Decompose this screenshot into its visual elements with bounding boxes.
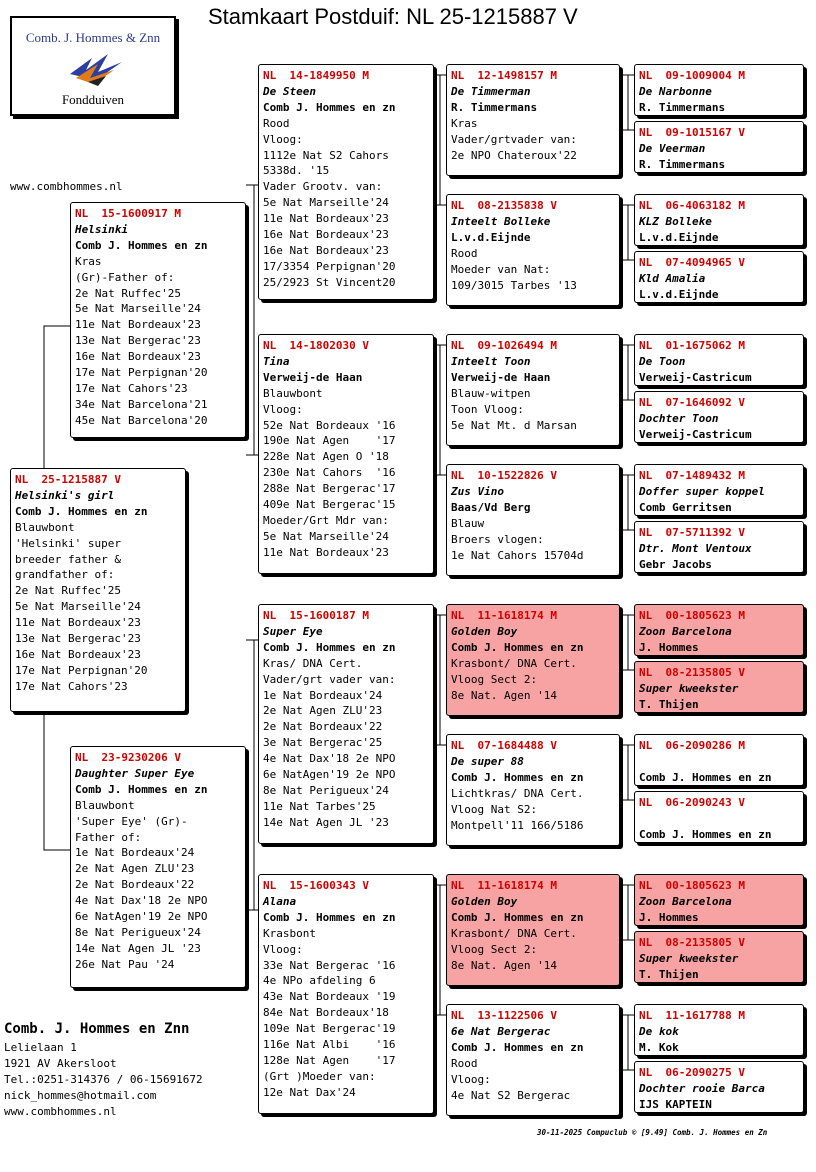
pedigree-line: Blauwbont xyxy=(15,520,75,534)
pedigree-line: 11e Nat Bordeaux'23 xyxy=(75,318,201,332)
pigeon-name: Inteelt Toon xyxy=(451,354,531,368)
pedigree-line: 17/3354 Perpignan'20 xyxy=(263,259,396,273)
pedigree-line: breeder father & xyxy=(15,552,121,566)
pedigree-line: Kras xyxy=(75,254,102,268)
pigeon-card-fmf xyxy=(446,334,620,446)
ring-number: NL 11-1617788 M xyxy=(639,1009,745,1022)
club-logo xyxy=(10,16,176,116)
ring-number: NL 06-2090243 V xyxy=(639,796,745,809)
pigeon-owner: Verweij-Castricum xyxy=(639,427,752,441)
pedigree-line: 4e Nat Dax'18 2e NPO xyxy=(263,752,396,766)
pedigree-line: 8e Nat Perigueux'24 xyxy=(75,925,201,939)
pedigree-line: 13e Nat Bergerac'23 xyxy=(15,632,141,646)
pedigree-line: 5338d. '15 xyxy=(263,164,330,178)
ring-number: NL 08-2135805 V xyxy=(639,936,745,949)
pigeon-name: Super kweekster xyxy=(639,951,739,965)
pedigree-line: Vader/grtvader van: xyxy=(451,132,577,146)
pigeon-name: Super kweekster xyxy=(639,681,739,695)
pedigree-line: 'Super Eye' (Gr)- xyxy=(75,814,188,828)
pedigree-line: 2e Nat Bordeaux'22 xyxy=(263,720,383,734)
ring-number: NL 11-1618174 M xyxy=(451,879,557,892)
pedigree-line: 14e Nat Agen JL '23 xyxy=(75,941,201,955)
pedigree-line: 34e Nat Barcelona'21 xyxy=(75,397,208,411)
pedigree-line: 52e Nat Bordeaux '16 xyxy=(263,418,396,432)
ring-number: NL 08-2135838 V xyxy=(451,199,557,212)
pedigree-line: Vloog Sect 2: xyxy=(451,942,538,956)
ring-number: NL 15-1600917 M xyxy=(75,207,181,220)
pigeon-card-g5 xyxy=(634,334,804,386)
ring-number: NL 01-1675062 M xyxy=(639,339,745,352)
pedigree-line: Rood xyxy=(451,246,478,260)
pedigree-line: 84e Nat Bordeaux'18 xyxy=(263,1006,389,1020)
ring-number: NL 07-1489432 M xyxy=(639,469,745,482)
pedigree-line: Vader Grootv. van: xyxy=(263,180,383,194)
pedigree-line: Rood xyxy=(263,116,290,130)
ring-number: NL 06-4063182 M xyxy=(639,199,745,212)
pigeon-card-ff xyxy=(258,64,434,300)
pedigree-line: Blauwbont xyxy=(263,386,323,400)
pedigree-line: Kras xyxy=(451,116,478,130)
ring-number: NL 23-9230206 V xyxy=(75,751,181,764)
pedigree-line: 109/3015 Tarbes '13 xyxy=(451,278,577,292)
pedigree-line: Blauw-witpen xyxy=(451,386,531,400)
contact-phone: Tel.:0251-314376 / 06-15691672 xyxy=(4,1073,203,1086)
ring-number: NL 13-1122506 V xyxy=(451,1009,557,1022)
pigeon-owner: Comb Gerritsen xyxy=(639,500,732,514)
pigeon-card-g4 xyxy=(634,251,804,303)
pedigree-line: 8e Nat. Agen '14 xyxy=(451,688,557,702)
pigeon-owner: R. Timmermans xyxy=(451,100,538,114)
pigeon-card-g8 xyxy=(634,521,804,573)
pigeon-name: Inteelt Bolleke xyxy=(451,214,551,228)
pigeon-card-fmm xyxy=(446,464,620,576)
pigeon-card-subject xyxy=(10,468,186,712)
pigeon-card-g6 xyxy=(634,391,804,443)
pedigree-line: 228e Nat Agen O '18 xyxy=(263,450,389,464)
contact-email[interactable]: nick_hommes@hotmail.com xyxy=(4,1089,157,1102)
pedigree-line: 3e Nat Bergerac'25 xyxy=(263,736,383,750)
pedigree-line: 17e Nat Perpignan'20 xyxy=(15,663,148,677)
pigeon-owner: Gebr Jacobs xyxy=(639,557,712,571)
pigeon-owner: Verweij-Castricum xyxy=(639,370,752,384)
pigeon-owner: Verweij-de Haan xyxy=(451,370,551,384)
pigeon-card-g11 xyxy=(634,734,804,786)
ring-number: NL 14-1802030 V xyxy=(263,339,369,352)
pigeon-owner: Comb J. Hommes en zn xyxy=(451,640,584,654)
pigeon-name: Dochter Toon xyxy=(639,411,719,425)
pedigree-line: Rood xyxy=(451,1056,478,1070)
pedigree-line: 6e NatAgen'19 2e NPO xyxy=(75,910,208,924)
pigeon-card-mother xyxy=(70,746,246,988)
ring-number: NL 08-2135805 V xyxy=(639,666,745,679)
pigeon-card-mfm xyxy=(446,734,620,846)
pedigree-line: Krasbont/ DNA Cert. xyxy=(451,926,577,940)
pigeon-name: Alana xyxy=(263,894,297,908)
pedigree-line: 5e Nat Marseille'24 xyxy=(263,529,389,543)
pedigree-line: Broers vlogen: xyxy=(451,532,544,546)
pedigree-line: 11e Nat Tarbes'25 xyxy=(263,799,376,813)
pigeon-owner: J. Hommes xyxy=(639,910,699,924)
pigeon-card-g7 xyxy=(634,464,804,516)
pigeon-card-mm xyxy=(258,874,434,1114)
pigeon-card-fm xyxy=(258,334,434,574)
pedigree-line: (Gr)-Father of: xyxy=(75,270,175,284)
pedigree-line: 16e Nat Bordeaux'23 xyxy=(263,228,389,242)
pedigree-line: 116e Nat Albi '16 xyxy=(263,1038,396,1052)
pedigree-line: 17e Nat Perpignan'20 xyxy=(75,366,208,380)
pigeon-owner: L.v.d.Eijnde xyxy=(451,230,531,244)
logo-text-top: Comb. J. Hommes & Znn xyxy=(25,30,161,45)
pedigree-line: 1112e Nat S2 Cahors xyxy=(263,148,389,162)
pigeon-owner: Comb J. Hommes en zn xyxy=(75,782,208,796)
pedigree-line: 2e Nat Bordeaux'22 xyxy=(75,878,195,892)
pigeon-name: Helsinki's girl xyxy=(15,488,115,502)
pedigree-line: 43e Nat Bordeaux '19 xyxy=(263,990,396,1004)
pedigree-line: 2e Nat Ruffec'25 xyxy=(75,286,181,300)
pedigree-line: Lichtkras/ DNA Cert. xyxy=(451,786,584,800)
pigeon-card-g16 xyxy=(634,1061,804,1113)
contact-city: 1921 AV Akersloot xyxy=(4,1057,117,1070)
pigeon-card-mf xyxy=(258,604,434,844)
contact-address: Lelielaan 1 xyxy=(4,1041,77,1054)
pigeon-name: Doffer super koppel xyxy=(639,484,765,498)
pigeon-card-g12 xyxy=(634,791,804,843)
pigeon-owner: Comb J. Hommes en zn xyxy=(263,910,396,924)
ring-number: NL 11-1618174 M xyxy=(451,609,557,622)
pigeon-name: De Veerman xyxy=(639,141,706,155)
pigeon-card-fff xyxy=(446,64,620,176)
ring-number: NL 15-1600343 V xyxy=(263,879,369,892)
pigeon-card-g9 xyxy=(634,604,804,656)
pigeon-owner: Comb J. Hommes en zn xyxy=(75,238,208,252)
pigeon-owner: Comb J. Hommes en zn xyxy=(263,640,396,654)
pedigree-line: 409e Nat Bergerac'15 xyxy=(263,498,396,512)
pedigree-line: 12e Nat Dax'24 xyxy=(263,1085,356,1099)
pigeon-name: Helsinki xyxy=(75,222,128,236)
pedigree-line: 5e Nat Marseille'24 xyxy=(263,196,389,210)
pedigree-line: Vloog Sect 2: xyxy=(451,672,538,686)
pigeon-owner: R. Timmermans xyxy=(639,100,726,114)
pigeon-card-g2 xyxy=(634,121,804,173)
pedigree-line: Vloog Nat S2: xyxy=(451,802,538,816)
ring-number: NL 06-2090286 M xyxy=(639,739,745,752)
pedigree-line: 16e Nat Bordeaux'23 xyxy=(263,243,389,257)
pigeon-name: De Steen xyxy=(263,84,316,98)
pigeon-name: Super Eye xyxy=(263,624,323,638)
pigeon-owner: T. Thijen xyxy=(639,967,699,981)
contact-block xyxy=(4,1018,203,1120)
pigeon-owner: Baas/Vd Berg xyxy=(451,500,531,514)
pedigree-line: 45e Nat Barcelona'20 xyxy=(75,413,208,427)
ring-number: NL 10-1522826 V xyxy=(451,469,557,482)
pedigree-line: 190e Nat Agen '17 xyxy=(263,434,396,448)
page-title: Stamkaart Postduif: NL 25-1215887 V xyxy=(208,4,578,29)
ring-number: NL 15-1600187 M xyxy=(263,609,369,622)
pigeon-name: Kld Amalia xyxy=(639,271,706,285)
pedigree-line: Krasbont xyxy=(263,926,316,940)
pigeon-owner: Comb J. Hommes en zn xyxy=(639,770,772,784)
pedigree-line: 11e Nat Bordeaux'23 xyxy=(15,616,141,630)
pedigree-line: Vloog: xyxy=(263,942,303,956)
pigeon-owner: Verweij-de Haan xyxy=(263,370,363,384)
pigeon-name: De super 88 xyxy=(451,754,524,768)
pedigree-line: 26e Nat Pau '24 xyxy=(75,957,175,971)
pigeon-card-g3 xyxy=(634,194,804,246)
pedigree-line: 4e Nat Dax'18 2e NPO xyxy=(75,894,208,908)
pedigree-line: Toon Vloog: xyxy=(451,402,524,416)
ring-number: NL 00-1805623 M xyxy=(639,609,745,622)
pedigree-line: 14e Nat Agen JL '23 xyxy=(263,815,389,829)
pedigree-line: 1e Nat Bordeaux'24 xyxy=(75,846,195,860)
pedigree-line: 8e Nat. Agen '14 xyxy=(451,958,557,972)
pedigree-line: Krasbont/ DNA Cert. xyxy=(451,656,577,670)
pedigree-line: 8e Nat Perigueux'24 xyxy=(263,783,389,797)
pigeon-owner: Comb J. Hommes en zn xyxy=(451,910,584,924)
pigeon-owner: R. Timmermans xyxy=(639,157,726,171)
pedigree-line: 2e NPO Chateroux'22 xyxy=(451,148,577,162)
pigeon-name: De Toon xyxy=(639,354,686,368)
pigeon-name: KLZ Bolleke xyxy=(639,214,712,228)
pedigree-line: 6e NatAgen'19 2e NPO xyxy=(263,768,396,782)
pigeon-name: Tina xyxy=(263,354,290,368)
pigeon-card-father xyxy=(70,202,246,438)
pedigree-line: Kras/ DNA Cert. xyxy=(263,656,363,670)
pigeon-name: De kok xyxy=(639,1024,679,1038)
pedigree-line: 1e Nat Cahors 15704d xyxy=(451,548,584,562)
ring-number: NL 07-1646092 V xyxy=(639,396,745,409)
pigeon-name: Dtr. Mont Ventoux xyxy=(639,541,752,555)
ring-number: NL 09-1026494 M xyxy=(451,339,557,352)
pedigree-line: 17e Nat Cahors'23 xyxy=(75,381,188,395)
pigeon-name: Zoon Barcelona xyxy=(639,624,732,638)
pedigree-line: 288e Nat Bergerac'17 xyxy=(263,482,396,496)
ring-number: NL 09-1009004 M xyxy=(639,69,745,82)
pedigree-line: 11e Nat Bordeaux'23 xyxy=(263,212,389,226)
pedigree-line: Vloog: xyxy=(451,1072,491,1086)
contact-name: Comb. J. Hommes en Znn xyxy=(4,1021,190,1037)
pigeon-owner: Comb J. Hommes en zn xyxy=(451,1040,584,1054)
pedigree-line: 2e Nat Agen ZLU'23 xyxy=(75,862,195,876)
pigeon-owner: Comb J. Hommes en zn xyxy=(15,504,148,518)
pigeon-name: De Narbonne xyxy=(639,84,712,98)
pigeon-name: Zus Vino xyxy=(451,484,504,498)
pigeon-name xyxy=(639,754,799,770)
pedigree-line: 16e Nat Bordeaux'23 xyxy=(15,647,141,661)
pigeon-card-g13 xyxy=(634,874,804,926)
pedigree-line: 5e Nat Mt. d Marsan xyxy=(451,418,577,432)
pedigree-line: 33e Nat Bergerac '16 xyxy=(263,958,396,972)
pedigree-line: Blauwbont xyxy=(75,798,135,812)
pedigree-line: 11e Nat Bordeaux'23 xyxy=(263,545,389,559)
pedigree-line: 'Helsinki' super xyxy=(15,536,121,550)
pedigree-line: 4e Nat S2 Bergerac xyxy=(451,1088,571,1102)
ring-number: NL 07-4094965 V xyxy=(639,256,745,269)
ring-number: NL 09-1015167 V xyxy=(639,126,745,139)
pigeon-owner: Comb J. Hommes en zn xyxy=(263,100,396,114)
pigeon-card-g15 xyxy=(634,1004,804,1056)
ring-number: NL 07-1684488 V xyxy=(451,739,557,752)
pigeon-owner: J. Hommes xyxy=(639,640,699,654)
pigeon-card-mff xyxy=(446,604,620,716)
pigeon-name: Zoon Barcelona xyxy=(639,894,732,908)
ring-number: NL 12-1498157 M xyxy=(451,69,557,82)
pedigree-line: Montpell'11 166/5186 xyxy=(451,818,584,832)
pigeon-name: Dochter rooie Barca xyxy=(639,1081,765,1095)
pedigree-line: 16e Nat Bordeaux'23 xyxy=(75,350,201,364)
pigeon-name: Golden Boy xyxy=(451,894,518,908)
pigeon-card-mmm xyxy=(446,1004,620,1116)
pedigree-line: 17e Nat Cahors'23 xyxy=(15,679,128,693)
pedigree-line: 4e NPo afdeling 6 xyxy=(263,974,376,988)
pigeon-card-g10 xyxy=(634,661,804,713)
ring-number: NL 06-2090275 V xyxy=(639,1066,745,1079)
pigeon-name xyxy=(639,811,799,827)
pigeon-card-mmf xyxy=(446,874,620,986)
pigeon-name: Daughter Super Eye xyxy=(75,766,195,780)
pedigree-line: Vloog: xyxy=(263,132,303,146)
pedigree-line: 109e Nat Bergerac'19 xyxy=(263,1022,396,1036)
ring-number: NL 25-1215887 V xyxy=(15,473,121,486)
ring-number: NL 14-1849950 M xyxy=(263,69,369,82)
pigeon-card-g1 xyxy=(634,64,804,116)
pedigree-line: 230e Nat Cahors '16 xyxy=(263,466,396,480)
pigeon-card-g14 xyxy=(634,931,804,983)
pedigree-line: Blauw xyxy=(451,516,485,530)
pedigree-line: Vader/grt vader van: xyxy=(263,672,396,686)
pigeon-owner: M. Kok xyxy=(639,1040,679,1054)
pigeon-name: Golden Boy xyxy=(451,624,518,638)
pedigree-line: 5e Nat Marseille'24 xyxy=(75,302,201,316)
logo-text-bottom: Fondduiven xyxy=(61,92,125,107)
pigeon-owner: L.v.d.Eijnde xyxy=(639,287,719,301)
pedigree-line: 1e Nat Bordeaux'24 xyxy=(263,688,383,702)
ring-number: NL 00-1805623 M xyxy=(639,879,745,892)
pedigree-line: 25/2923 St Vincent20 xyxy=(263,275,396,289)
pigeon-owner: Comb J. Hommes en zn xyxy=(451,770,584,784)
pedigree-line: 128e Nat Agen '17 xyxy=(263,1053,396,1067)
pedigree-line: 2e Nat Agen ZLU'23 xyxy=(263,704,383,718)
contact-website[interactable]: www.combhommes.nl xyxy=(4,1105,117,1118)
website-link[interactable]: www.combhommes.nl xyxy=(10,180,123,193)
pedigree-line: Father of: xyxy=(75,830,142,844)
pigeon-owner: IJS KAPTEIN xyxy=(639,1097,712,1111)
pedigree-line: Moeder van Nat: xyxy=(451,262,551,276)
pedigree-line: grandfather of: xyxy=(15,568,115,582)
pigeon-card-ffm xyxy=(446,194,620,306)
pedigree-line: 5e Nat Marseille'24 xyxy=(15,600,141,614)
footer-credits: 30-11-2025 Compuclub © [9.49] Comb. J. Hommes en Zn xyxy=(537,1128,768,1137)
pedigree-line: 13e Nat Bergerac'23 xyxy=(75,334,201,348)
pedigree-line: Vloog: xyxy=(263,402,303,416)
ring-number: NL 07-5711392 V xyxy=(639,526,745,539)
pigeon-name: De Timmerman xyxy=(451,84,531,98)
pigeon-name: 6e Nat Bergerac xyxy=(451,1024,551,1038)
pedigree-line: 2e Nat Ruffec'25 xyxy=(15,584,121,598)
pedigree-line: (Grt )Moeder van: xyxy=(263,1069,376,1083)
pigeon-owner: L.v.d.Eijnde xyxy=(639,230,719,244)
pigeon-wings-icon xyxy=(68,48,128,88)
pedigree-line: Moeder/Grt Mdr van: xyxy=(263,513,389,527)
pigeon-owner: Comb J. Hommes en zn xyxy=(639,827,772,841)
pigeon-owner: T. Thijen xyxy=(639,697,699,711)
